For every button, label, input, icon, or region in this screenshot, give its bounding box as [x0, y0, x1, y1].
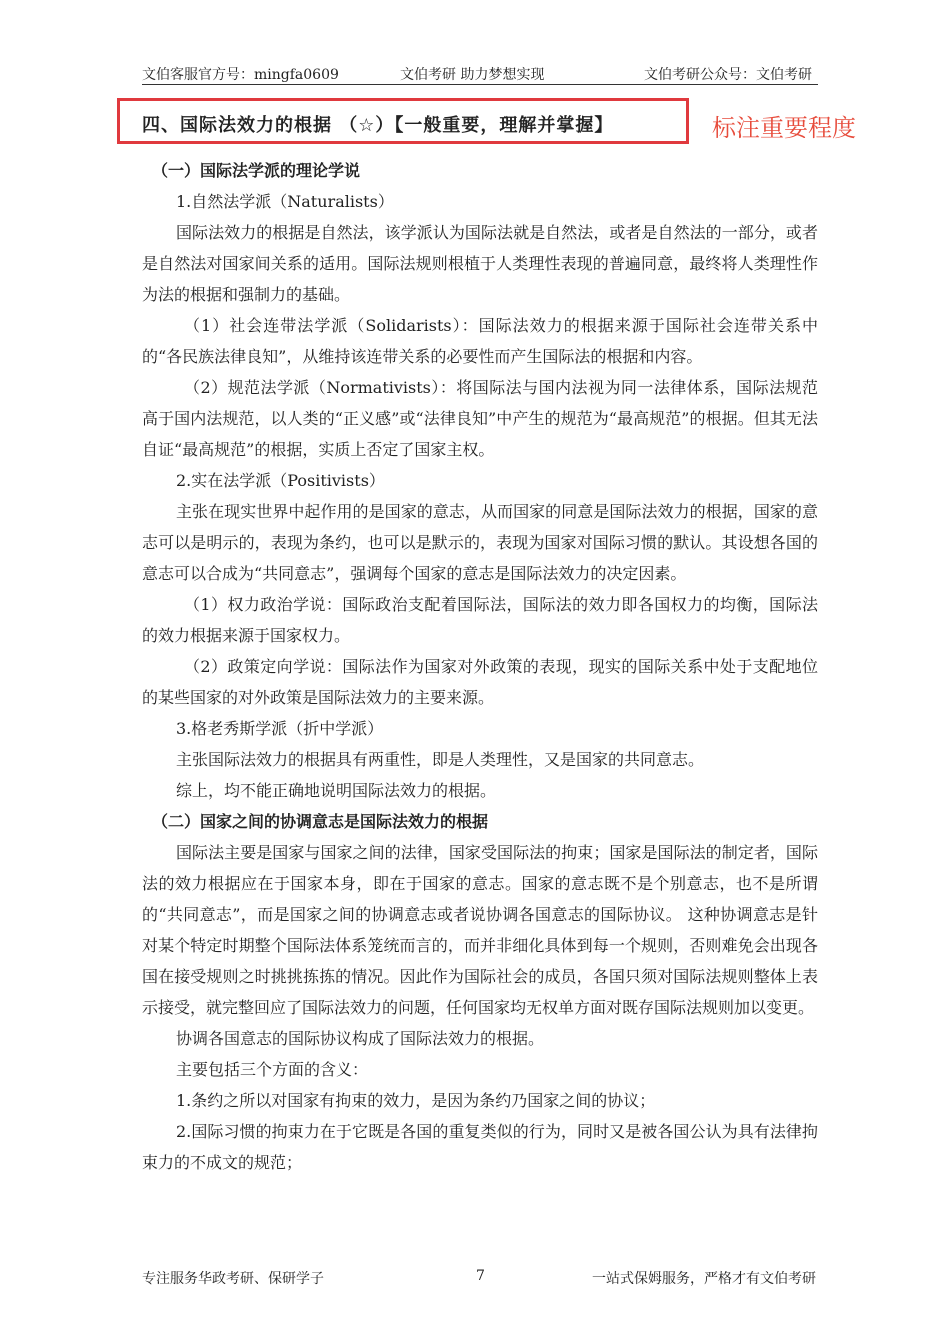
section-title-highlight-box [117, 98, 689, 144]
school-heading: 1.自然法学派（Naturalists） [176, 192, 394, 211]
page-header [142, 62, 818, 85]
paragraph: 主张国际法效力的根据具有两重性，即是人类理性，又是国家的共同意志。 [176, 750, 705, 769]
subsection-heading: （二）国家之间的协调意志是国际法效力的根据 [152, 812, 489, 831]
section-title: 四、国际法效力的根据 （☆）【一般重要，理解并掌握】 [142, 115, 614, 136]
paragraph: 国际法主要是国家与国家之间的法律，国家受国际法的拘束；国家是国际法的制定者，国际法的效力根据应在于国家本身，即在于国家的意志。国家的意志既不是个别意志，也不是所谓的“共同意志”，而是国家之间的协调意志或者说协调各国意志的国际协议。 这种协调意志是针对某个特定时期整个国际法体系笼统而言的，而并非细化具体到每一个规则，否则难免会出现各国在接受规则之时挑挑拣拣的情况。因此作为国际社会的成员，各国只须对国际法规则整体上表示接受，就完整回应了国际法效力的问题，任何国家均无权单方面对既存国际法规则加以变更。 [142, 843, 818, 1017]
paragraph: 综上，均不能正确地说明国际法效力的根据。 [176, 781, 497, 800]
paragraph: 国际法效力的根据是自然法，该学派认为国际法就是自然法，或者是自然法的一部分，或者是自然法对国家间关系的适用。国际法规则根植于人类理性表现的普遍同意，最终将人类理性作为法的根据和强制力的基础。 [142, 223, 818, 304]
header-left-text: 文伯客服官方号：mingfa0609 [142, 67, 339, 83]
list-item: 2.国际习惯的拘束力在于它既是各国的重复类似的行为，同时又是被各国公认为具有法律拘束力的不成文的规范； [142, 1122, 818, 1172]
footer-right-text: 一站式保姆服务，严格才有文伯考研 [592, 1271, 816, 1287]
paragraph: 主要包括三个方面的含义： [176, 1060, 369, 1079]
header-right-text: 文伯考研公众号：文伯考研 [644, 67, 812, 83]
paragraph: （1）权力政治学说：国际政治支配着国际法，国际法的效力即各国权力的均衡，国际法的效力根据来源于国家权力。 [142, 595, 818, 645]
header-center-text: 文伯考研 助力梦想实现 [400, 67, 545, 83]
list-item: 1.条约之所以对国家有拘束的效力，是因为条约乃国家之间的协议； [176, 1091, 656, 1110]
importance-annotation: 标注重要程度 [712, 114, 856, 142]
page-number: 7 [476, 1268, 485, 1284]
paragraph: （2）政策定向学说：国际法作为国家对外政策的表现，现实的国际关系中处于支配地位的某些国家的对外政策是国际法效力的主要来源。 [142, 657, 818, 707]
paragraph: （1）社会连带法学派（Solidarists）：国际法效力的根据来源于国际社会连带关系中的“各民族法律良知”，从维持该连带关系的必要性而产生国际法的根据和内容。 [142, 316, 818, 366]
footer-left-text: 专注服务华政考研、保研学子 [142, 1271, 324, 1287]
document-body [142, 155, 818, 1178]
page-footer [142, 1268, 818, 1290]
paragraph: （2）规范法学派（Normativists）：将国际法与国内法视为同一法律体系，国际法规范高于国内法规范，以人类的“正义感”或“法律良知”中产生的规范为“最高规范”的根据。但其无法自证“最高规范”的根据，实质上否定了国家主权。 [142, 378, 818, 459]
school-heading: 2.实在法学派（Positivists） [176, 471, 385, 490]
school-heading: 3.格老秀斯学派（折中学派） [176, 719, 384, 738]
paragraph: 主张在现实世界中起作用的是国家的意志，从而国家的同意是国际法效力的根据，国家的意志可以是明示的，表现为条约，也可以是默示的，表现为国家对国际习惯的默认。其设想各国的意志可以合成为“共同意志”，强调每个国家的意志是国际法效力的决定因素。 [142, 502, 818, 583]
paragraph: 协调各国意志的国际协议构成了国际法效力的根据。 [176, 1029, 545, 1048]
subsection-heading: （一）国际法学派的理论学说 [152, 161, 361, 180]
